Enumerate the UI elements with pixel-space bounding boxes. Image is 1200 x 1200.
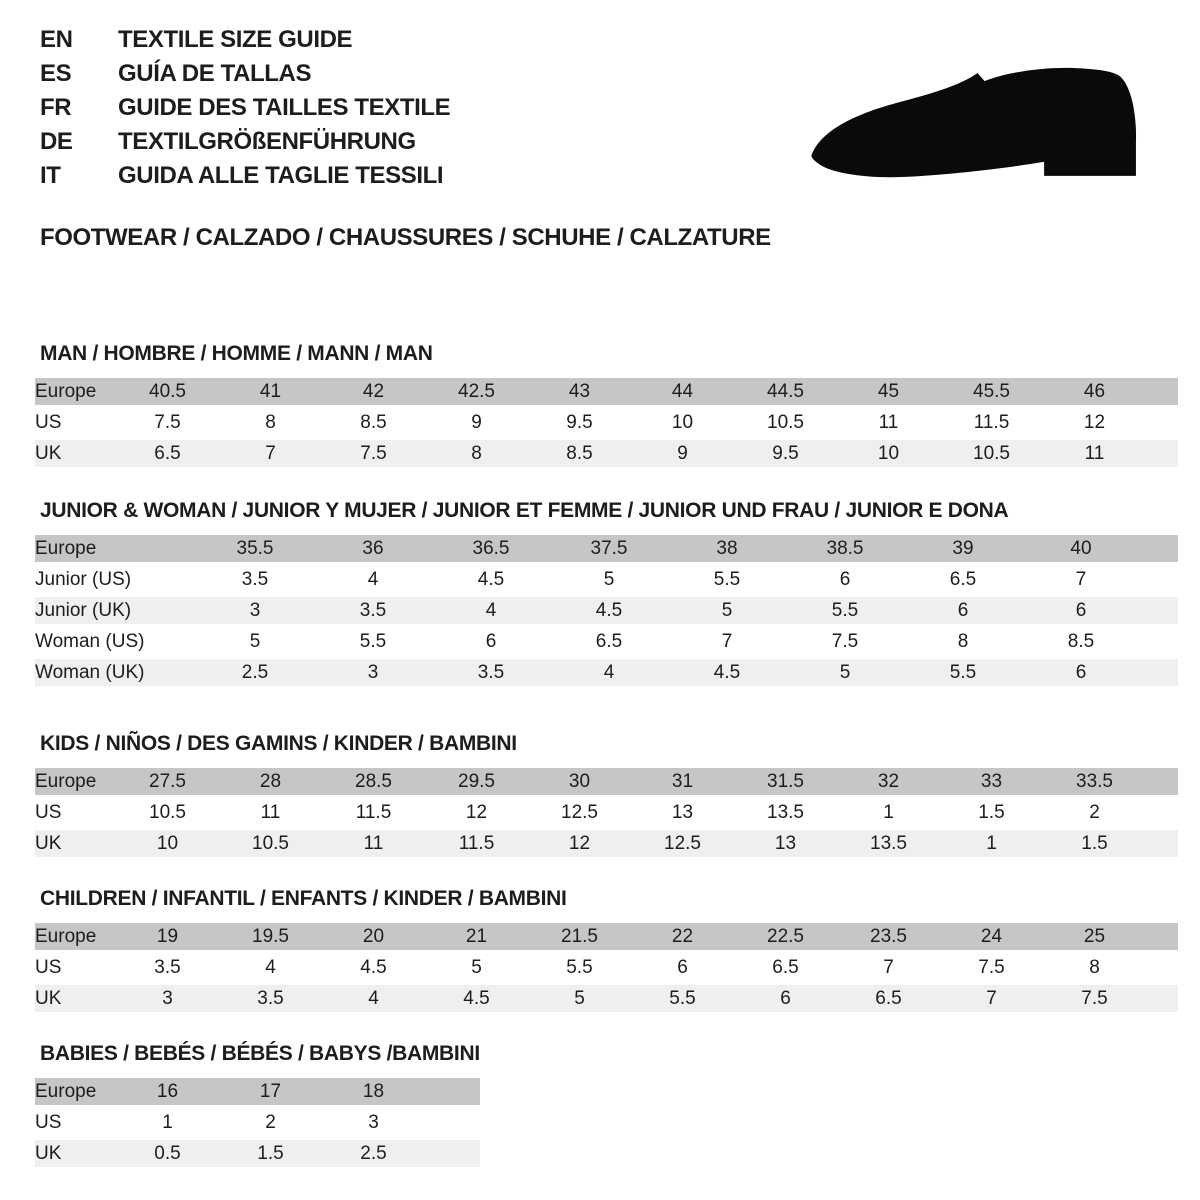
language-code: EN: [40, 26, 73, 53]
spacer-cell: [1146, 440, 1178, 467]
size-cell: 10: [837, 440, 940, 467]
size-cell: 2: [219, 1109, 322, 1136]
row-label: US: [35, 1109, 116, 1136]
table-row: [35, 628, 1178, 655]
row-label: US: [35, 954, 116, 981]
spacer-cell: [1140, 566, 1178, 593]
size-cell: 6.5: [550, 628, 668, 655]
size-cell: 4.5: [550, 597, 668, 624]
size-cell: 8: [904, 628, 1022, 655]
table-row: [35, 1109, 480, 1136]
size-cell: 6: [786, 566, 904, 593]
size-cell: 40.5: [116, 378, 219, 405]
row-label: US: [35, 409, 116, 436]
size-cell: 3.5: [196, 566, 314, 593]
size-cell: 35.5: [196, 535, 314, 562]
section-man: [35, 342, 1178, 471]
row-label: Woman (UK): [35, 659, 196, 686]
row-label: UK: [35, 985, 116, 1012]
size-cell: 12.5: [528, 799, 631, 826]
size-cell: 9: [631, 440, 734, 467]
row-label: Europe: [35, 768, 116, 795]
size-cell: 6.5: [734, 954, 837, 981]
size-cell: 11.5: [940, 409, 1043, 436]
size-cell: 1.5: [219, 1140, 322, 1167]
size-cell: 30: [528, 768, 631, 795]
size-cell: 3.5: [314, 597, 432, 624]
size-cell: 6: [432, 628, 550, 655]
size-cell: 19: [116, 923, 219, 950]
table-row: [35, 409, 1178, 436]
size-cell: 42.5: [425, 378, 528, 405]
size-cell: 6.5: [116, 440, 219, 467]
size-cell: 31.5: [734, 768, 837, 795]
size-cell: 12.5: [631, 830, 734, 857]
table-row: [35, 799, 1178, 826]
spacer-cell: [1140, 535, 1178, 562]
section-kids: [35, 732, 1178, 861]
size-cell: 9.5: [528, 409, 631, 436]
table-row: [35, 440, 1178, 467]
size-cell: 24: [940, 923, 1043, 950]
spacer-cell: [1140, 628, 1178, 655]
size-cell: 5.5: [631, 985, 734, 1012]
section-title: MAN / HOMBRE / HOMME / MANN / MAN: [40, 342, 433, 365]
size-cell: 1: [116, 1109, 219, 1136]
spacer-cell: [1140, 597, 1178, 624]
size-cell: 36.5: [432, 535, 550, 562]
size-cell: 45: [837, 378, 940, 405]
size-cell: 6: [1022, 659, 1140, 686]
spacer-cell: [1140, 659, 1178, 686]
size-cell: 28.5: [322, 768, 425, 795]
spacer-cell: [1146, 768, 1178, 795]
size-cell: 6: [734, 985, 837, 1012]
section-title: CHILDREN / INFANTIL / ENFANTS / KINDER / BAMBINI: [40, 887, 567, 910]
size-cell: 46: [1043, 378, 1146, 405]
spacer-cell: [1146, 954, 1178, 981]
language-code: DE: [40, 128, 73, 155]
size-cell: 16: [116, 1078, 219, 1105]
table-row: [35, 535, 1178, 562]
size-cell: 12: [425, 799, 528, 826]
size-cell: 6: [631, 954, 734, 981]
category-heading: FOOTWEAR / CALZADO / CHAUSSURES / SCHUHE / CALZATURE: [40, 224, 771, 251]
spacer-cell: [1146, 799, 1178, 826]
size-table-man: [35, 374, 1178, 471]
size-cell: 13.5: [837, 830, 940, 857]
language-row-it: [40, 162, 450, 196]
size-cell: 4.5: [668, 659, 786, 686]
size-cell: 7: [219, 440, 322, 467]
size-cell: 12: [1043, 409, 1146, 436]
size-cell: 41: [219, 378, 322, 405]
size-cell: 5: [668, 597, 786, 624]
size-cell: 11: [322, 830, 425, 857]
size-cell: 10: [631, 409, 734, 436]
size-cell: 31: [631, 768, 734, 795]
size-table-kids: [35, 764, 1178, 861]
row-label: UK: [35, 830, 116, 857]
size-cell: 5.5: [314, 628, 432, 655]
size-cell: 4: [314, 566, 432, 593]
size-cell: 32: [837, 768, 940, 795]
size-cell: 4.5: [432, 566, 550, 593]
size-cell: 3: [196, 597, 314, 624]
size-cell: 11.5: [425, 830, 528, 857]
spacer-cell: [1146, 378, 1178, 405]
table-row: [35, 985, 1178, 1012]
table-row: [35, 1140, 480, 1167]
row-label: Junior (US): [35, 566, 196, 593]
size-cell: 42: [322, 378, 425, 405]
size-cell: 3: [116, 985, 219, 1012]
size-table-junior-woman: [35, 531, 1178, 690]
size-cell: 8.5: [322, 409, 425, 436]
size-cell: 6.5: [837, 985, 940, 1012]
size-cell: 25: [1043, 923, 1146, 950]
size-cell: 1: [837, 799, 940, 826]
size-cell: 6: [1022, 597, 1140, 624]
size-cell: 21: [425, 923, 528, 950]
size-cell: 11: [1043, 440, 1146, 467]
size-cell: 5.5: [668, 566, 786, 593]
size-cell: 8.5: [528, 440, 631, 467]
size-cell: 7.5: [116, 409, 219, 436]
size-cell: 11: [219, 799, 322, 826]
spacer-cell: [1146, 923, 1178, 950]
size-cell: 3.5: [116, 954, 219, 981]
size-cell: 7.5: [940, 954, 1043, 981]
guide-title: TEXTILE SIZE GUIDE: [118, 26, 353, 53]
size-cell: 22.5: [734, 923, 837, 950]
row-label: US: [35, 799, 116, 826]
size-cell: 3: [322, 1109, 425, 1136]
row-label: UK: [35, 1140, 116, 1167]
size-cell: 38.5: [786, 535, 904, 562]
language-row-es: [40, 60, 450, 94]
spacer-cell: [1146, 830, 1178, 857]
table-row: [35, 659, 1178, 686]
size-cell: 4: [550, 659, 668, 686]
spacer-cell: [425, 1109, 480, 1136]
size-cell: 4.5: [322, 954, 425, 981]
size-cell: 27.5: [116, 768, 219, 795]
size-cell: 21.5: [528, 923, 631, 950]
language-row-fr: [40, 94, 450, 128]
size-cell: 8: [219, 409, 322, 436]
size-table-babies: [35, 1074, 480, 1171]
size-cell: 7: [837, 954, 940, 981]
size-cell: 7.5: [786, 628, 904, 655]
size-cell: 33.5: [1043, 768, 1146, 795]
size-cell: 13: [734, 830, 837, 857]
size-cell: 19.5: [219, 923, 322, 950]
size-cell: 9: [425, 409, 528, 436]
size-cell: 0.5: [116, 1140, 219, 1167]
size-cell: 29.5: [425, 768, 528, 795]
spacer-cell: [425, 1140, 480, 1167]
size-cell: 10.5: [219, 830, 322, 857]
size-cell: 8.5: [1022, 628, 1140, 655]
spacer-cell: [1146, 985, 1178, 1012]
size-cell: 45.5: [940, 378, 1043, 405]
size-cell: 11: [837, 409, 940, 436]
section-title: KIDS / NIÑOS / DES GAMINS / KINDER / BAMBINI: [40, 732, 517, 755]
row-label: Woman (US): [35, 628, 196, 655]
table-row: [35, 378, 1178, 405]
language-title-block: [40, 26, 450, 196]
table-row: [35, 830, 1178, 857]
section-babies: [35, 1042, 480, 1171]
table-row: [35, 566, 1178, 593]
size-cell: 3: [314, 659, 432, 686]
size-cell: 40: [1022, 535, 1140, 562]
size-cell: 10.5: [940, 440, 1043, 467]
size-cell: 18: [322, 1078, 425, 1105]
section-children: [35, 887, 1178, 1016]
size-cell: 28: [219, 768, 322, 795]
guide-title: GUÍA DE TALLAS: [118, 60, 312, 87]
guide-title: GUIDE DES TAILLES TEXTILE: [118, 94, 451, 121]
size-cell: 7.5: [322, 440, 425, 467]
size-cell: 5: [425, 954, 528, 981]
size-cell: 2.5: [196, 659, 314, 686]
size-cell: 1: [940, 830, 1043, 857]
language-row-de: [40, 128, 450, 162]
size-cell: 7: [1022, 566, 1140, 593]
size-cell: 8: [425, 440, 528, 467]
size-cell: 36: [314, 535, 432, 562]
guide-title: GUIDA ALLE TAGLIE TESSILI: [118, 162, 444, 189]
section-title: BABIES / BEBÉS / BÉBÉS / BABYS /BAMBINI: [40, 1042, 480, 1065]
size-cell: 3.5: [219, 985, 322, 1012]
size-cell: 38: [668, 535, 786, 562]
row-label: Junior (UK): [35, 597, 196, 624]
size-cell: 5: [196, 628, 314, 655]
size-cell: 2.5: [322, 1140, 425, 1167]
size-cell: 5.5: [786, 597, 904, 624]
size-cell: 5: [528, 985, 631, 1012]
size-cell: 22: [631, 923, 734, 950]
size-cell: 7.5: [1043, 985, 1146, 1012]
size-cell: 44: [631, 378, 734, 405]
size-cell: 10: [116, 830, 219, 857]
size-cell: 6: [904, 597, 1022, 624]
size-cell: 5.5: [904, 659, 1022, 686]
size-cell: 1.5: [940, 799, 1043, 826]
size-cell: 4: [322, 985, 425, 1012]
spacer-cell: [1146, 409, 1178, 436]
size-cell: 11.5: [322, 799, 425, 826]
table-row: [35, 1078, 480, 1105]
language-code: FR: [40, 94, 72, 121]
size-cell: 6.5: [904, 566, 1022, 593]
size-cell: 13: [631, 799, 734, 826]
row-label: UK: [35, 440, 116, 467]
table-row: [35, 768, 1178, 795]
size-cell: 5: [786, 659, 904, 686]
dress-shoe-icon: [806, 66, 1144, 194]
table-row: [35, 954, 1178, 981]
size-cell: 43: [528, 378, 631, 405]
size-cell: 7: [940, 985, 1043, 1012]
size-cell: 13.5: [734, 799, 837, 826]
size-cell: 1.5: [1043, 830, 1146, 857]
size-cell: 33: [940, 768, 1043, 795]
size-cell: 3.5: [432, 659, 550, 686]
size-cell: 10.5: [734, 409, 837, 436]
size-cell: 4.5: [425, 985, 528, 1012]
row-label: Europe: [35, 1078, 116, 1105]
row-label: Europe: [35, 923, 116, 950]
size-cell: 2: [1043, 799, 1146, 826]
size-cell: 37.5: [550, 535, 668, 562]
table-row: [35, 923, 1178, 950]
size-cell: 17: [219, 1078, 322, 1105]
size-cell: 8: [1043, 954, 1146, 981]
section-junior-woman: [35, 499, 1178, 690]
size-cell: 9.5: [734, 440, 837, 467]
size-cell: 4: [219, 954, 322, 981]
table-row: [35, 597, 1178, 624]
section-title: JUNIOR & WOMAN / JUNIOR Y MUJER / JUNIOR ET FEMME / JUNIOR UND FRAU / JUNIOR E DONA: [40, 499, 1009, 522]
language-code: IT: [40, 162, 61, 189]
size-cell: 44.5: [734, 378, 837, 405]
guide-title: TEXTILGRÖßENFÜHRUNG: [118, 128, 416, 155]
size-cell: 39: [904, 535, 1022, 562]
size-cell: 23.5: [837, 923, 940, 950]
row-label: Europe: [35, 378, 116, 405]
size-cell: 10.5: [116, 799, 219, 826]
size-cell: 4: [432, 597, 550, 624]
language-row-en: [40, 26, 450, 60]
size-cell: 5.5: [528, 954, 631, 981]
size-cell: 12: [528, 830, 631, 857]
size-cell: 20: [322, 923, 425, 950]
row-label: Europe: [35, 535, 196, 562]
spacer-cell: [425, 1078, 480, 1105]
size-cell: 5: [550, 566, 668, 593]
size-table-children: [35, 919, 1178, 1016]
language-code: ES: [40, 60, 72, 87]
size-cell: 7: [668, 628, 786, 655]
